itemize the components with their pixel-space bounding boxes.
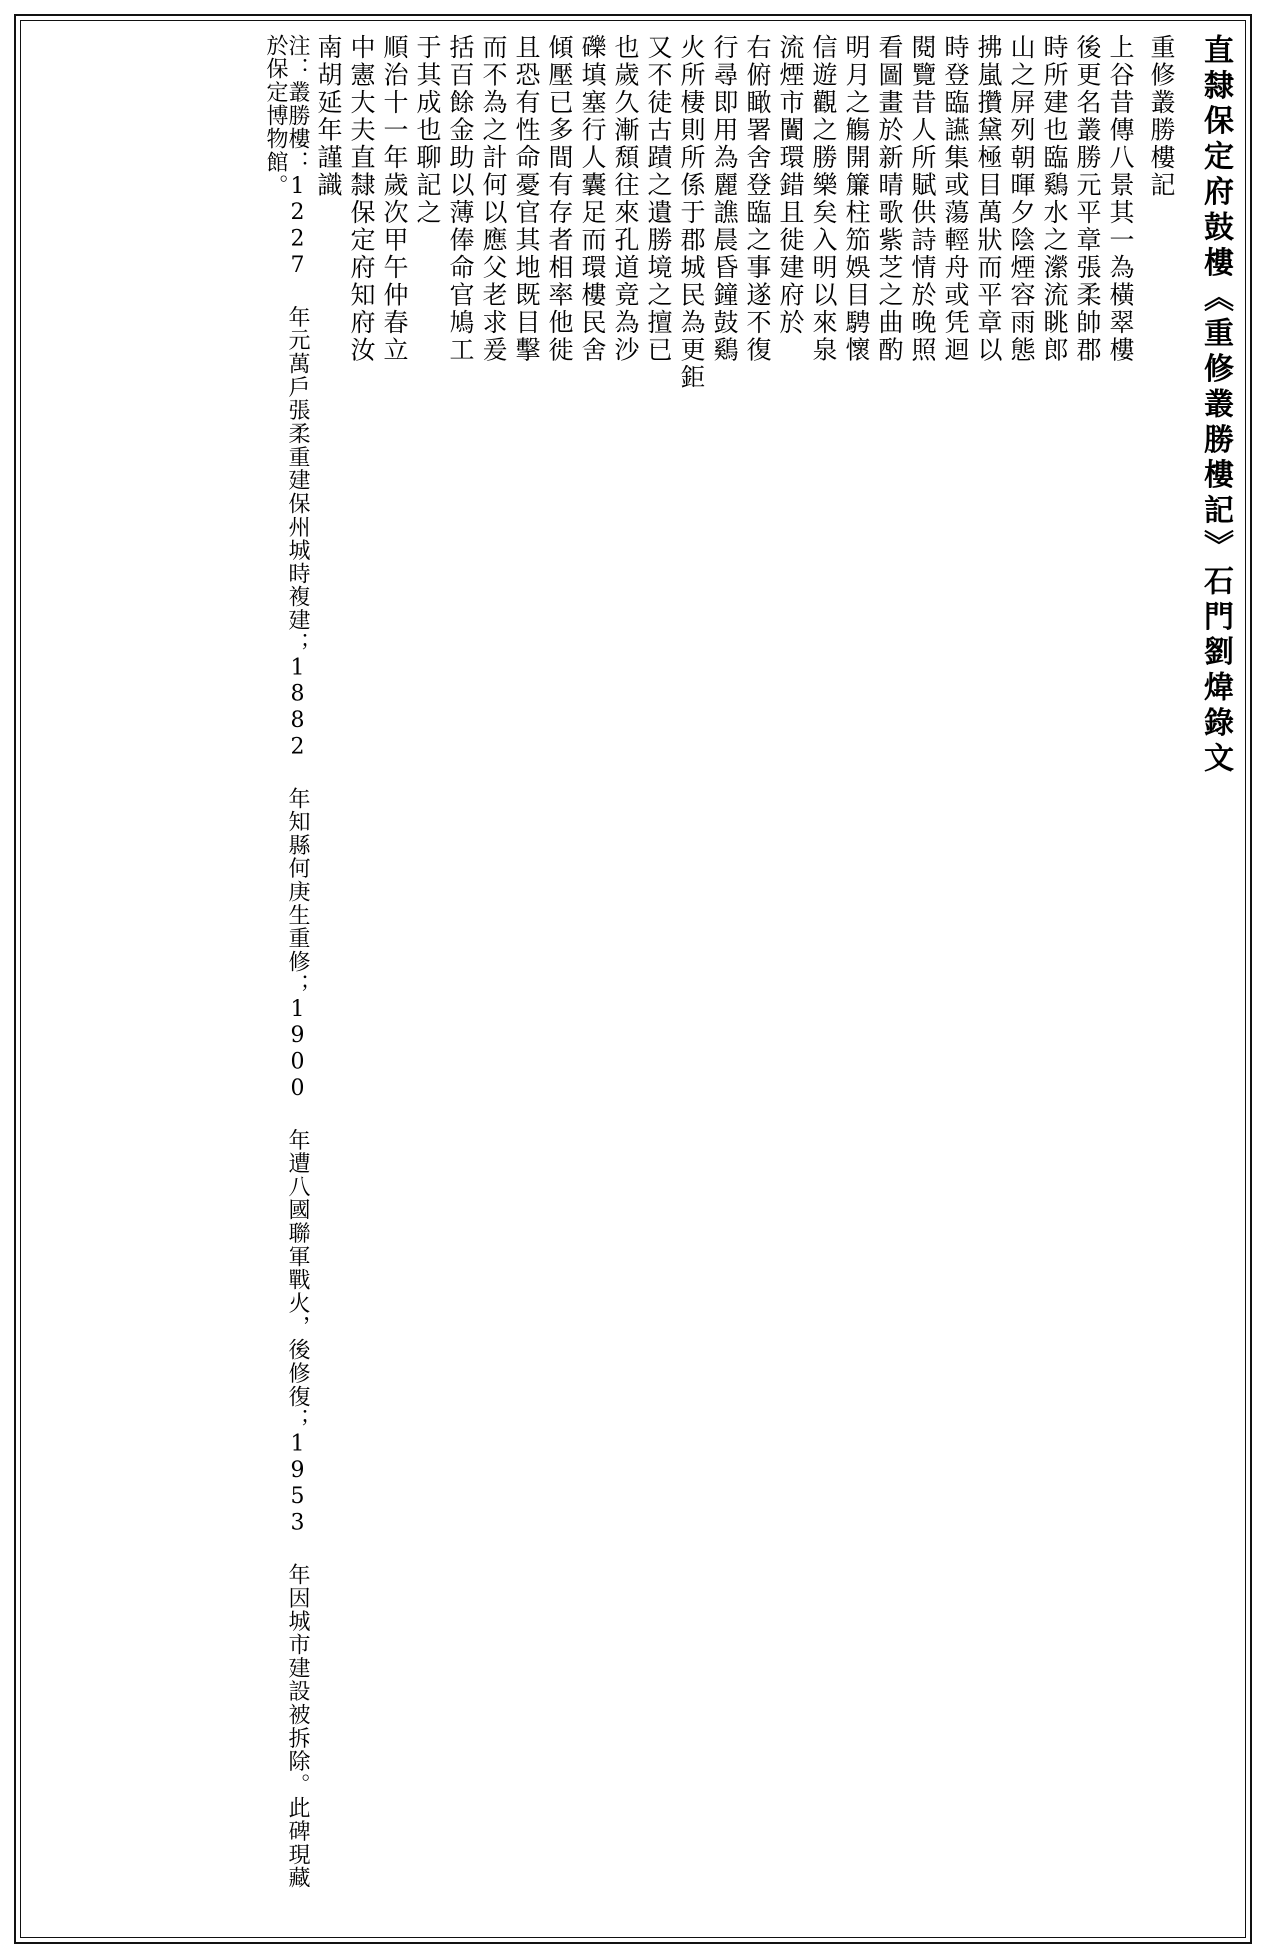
body-column: 拂嵐攢黛極目萬狀而平章以 xyxy=(974,34,1003,364)
body-column: 行尋即用為麗譙晨昏鐘鼓鷄 xyxy=(710,34,739,364)
body-column: 閱覽昔人所賦供詩情於晚照 xyxy=(908,34,937,364)
body-column: 明月之觴開簾柱笳娛目騁懷 xyxy=(842,34,871,364)
body-column: 傾壓已多間有存者相率他徙 xyxy=(545,34,574,364)
body-column: 右俯瞰署舍登臨之事遂不復 xyxy=(743,34,772,364)
page-title: 直隸保定府鼓樓《重修叢勝樓記》石門劉煒錄文 xyxy=(1198,34,1233,778)
body-column: 順治十一年歲次甲午仲春立 xyxy=(380,34,409,364)
body-column: 上谷昔傳八景其一為橫翠樓 xyxy=(1106,34,1135,364)
body-column: 而不為之計何以應父老求爰 xyxy=(479,34,508,364)
body-column: 括百餘金助以薄俸命官鳩工 xyxy=(446,34,475,364)
body-column: 時登臨讌集或蕩輕舟或凭迴 xyxy=(941,34,970,364)
body-column: 中憲大夫直隸保定府知府汝 xyxy=(347,34,376,364)
body-column: 且恐有性命憂官其地既目擊 xyxy=(512,34,541,364)
body-column: 後更名叢勝元平章張柔帥郡 xyxy=(1073,34,1102,364)
vertical-text-area xyxy=(30,34,1236,1924)
body-column: 于其成也聊記之 xyxy=(413,34,442,227)
body-column: 信遊觀之勝樂矣入明以來泉 xyxy=(809,34,838,364)
body-column: 火所棲則所係于郡城民為更鉅 xyxy=(677,34,706,392)
body-column: 礫填塞行人囊足而環樓民舍 xyxy=(578,34,607,364)
footnote-column: 注：叢勝樓：1227 年元萬戶張柔重建保州城時複建；1882 年知縣何庚生重修；1900 年遭八國聯軍戰火，後修復；1953 年因城市建設被拆除。此碑現藏於保定博物館。 xyxy=(263,34,310,1890)
body-column: 也歲久漸頹往來孔道竟為沙 xyxy=(611,34,640,364)
body-column: 南胡延年謹識 xyxy=(314,34,343,199)
body-column: 又不徒古蹟之遺勝境之擅已 xyxy=(644,34,673,364)
body-column: 重修叢勝樓記 xyxy=(1147,34,1176,199)
body-column: 流煙市闠環錯且徙建府於 xyxy=(776,34,805,337)
body-column: 看圖畫於新晴歌紫芝之曲酌 xyxy=(875,34,904,364)
body-column: 時所建也臨鷄水之瀠流眺郎 xyxy=(1040,34,1069,364)
body-column: 山之屏列朝暉夕陰煙容雨態 xyxy=(1007,34,1036,364)
